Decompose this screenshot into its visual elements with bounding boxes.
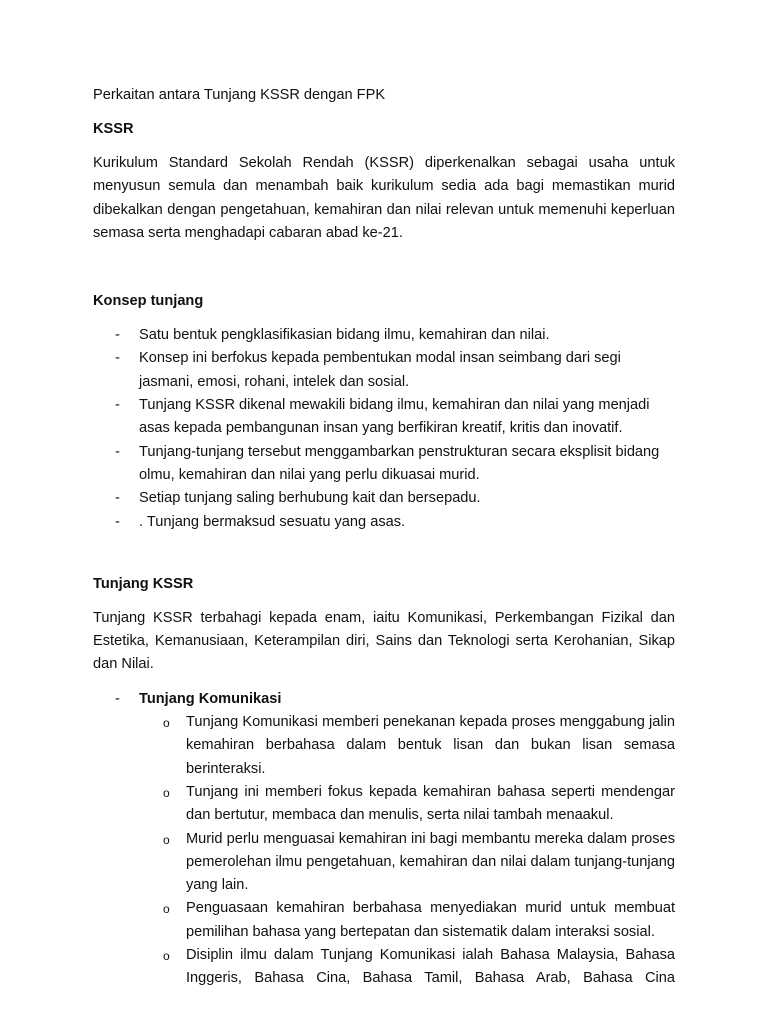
- kssr-paragraph: Kurikulum Standard Sekolah Rendah (KSSR) diperkenalkan sebagai usaha untuk menyusun semula dan menambah baik kurikulum sedia ada bagi memastikan murid dibekalkan dengan pengetahuan, kemahiran dan nilai relevan untuk memenuhi keperluan semasa serta menghadapi cabaran abad ke-21.: [93, 155, 675, 241]
- komunikasi-heading: Tunjang Komunikasi: [139, 690, 282, 707]
- dash-marker: -: [115, 513, 120, 530]
- komunikasi-item: [93, 688, 675, 711]
- konsep-item: - Tunjang KSSR dikenal mewakili bidang ilmu, kemahiran dan nilai yang menjadi asas kepada pembangunan insan yang berfikiran kreatif, kritis dan inovatif.: [93, 394, 675, 441]
- komunikasi-point: o Tunjang Komunikasi memberi penekanan kepada proses menggabung jalin kemahiran berbahasa dalam bentuk lisan dan bukan lisan semasa berinteraksi.: [163, 714, 675, 777]
- dash-marker: -: [115, 327, 120, 344]
- komunikasi-point: o Penguasaan kemahiran berbahasa menyediakan murid untuk membuat pemilihan bahasa yang bertepatan dan sistematik dalam interaksi sosial.: [163, 900, 675, 940]
- circle-bullet-icon: o: [163, 949, 170, 964]
- konsep-item: - Setiap tunjang saling berhubung kait dan bersepadu.: [93, 487, 675, 510]
- document-title: Perkaitan antara Tunjang KSSR dengan FPK: [93, 87, 386, 103]
- komunikasi-list: [140, 711, 675, 991]
- konsep-item: - . Tunjang bermaksud sesuatu yang asas.: [93, 511, 675, 534]
- document-content: [93, 84, 675, 991]
- circle-bullet-icon: o: [163, 902, 170, 917]
- dash-marker: -: [115, 490, 120, 507]
- konsep-item: - Tunjang-tunjang tersebut menggambarkan penstrukturan secara eksplisit bidang olmu, kemahiran dan nilai yang perlu dikuasai murid.: [93, 441, 675, 488]
- komunikasi-point: o Disiplin ilmu dalam Tunjang Komunikasi ialah Bahasa Malaysia, Bahasa Inggeris, Bahasa Cina, Bahasa Tamil, Bahasa Arab, Bahasa Cina: [163, 947, 675, 987]
- tunjang-heading: Tunjang KSSR: [93, 575, 194, 592]
- dash-marker: -: [115, 690, 120, 707]
- circle-bullet-icon: o: [163, 832, 170, 847]
- konsep-list: [93, 324, 675, 534]
- dash-marker: -: [115, 397, 120, 414]
- komunikasi-point: o Tunjang ini memberi fokus kepada kemahiran bahasa seperti mendengar dan bertutur, membaca dan menulis, serta nilai tambah menaakul.: [163, 783, 675, 824]
- circle-bullet-icon: o: [163, 785, 170, 800]
- kssr-heading: KSSR: [93, 121, 134, 137]
- komunikasi-point: o Murid perlu menguasai kemahiran ini bagi membantu mereka dalam proses pemerolehan ilmu pengetahuan, kemahiran dan nilai dalam tunjang-tunjang yang lain.: [163, 830, 675, 894]
- konsep-item: - Konsep ini berfokus kepada pembentukan modal insan seimbang dari segi jasmani, emosi, rohani, intelek dan sosial.: [93, 347, 675, 394]
- dash-marker: -: [115, 350, 120, 367]
- tunjang-list: [93, 688, 675, 711]
- konsep-item: - Satu bentuk pengklasifikasian bidang ilmu, kemahiran dan nilai.: [93, 324, 675, 347]
- tunjang-paragraph: Tunjang KSSR terbahagi kepada enam, iaitu Komunikasi, Perkembangan Fizikal dan Estetika, Kemanusiaan, Keterampilan diri, Sains dan Teknologi serta Kerohanian, Sikap dan Nilai.: [93, 609, 675, 673]
- konsep-heading: Konsep tunjang: [93, 293, 204, 310]
- circle-bullet-icon: o: [163, 716, 170, 731]
- dash-marker: -: [115, 443, 120, 460]
